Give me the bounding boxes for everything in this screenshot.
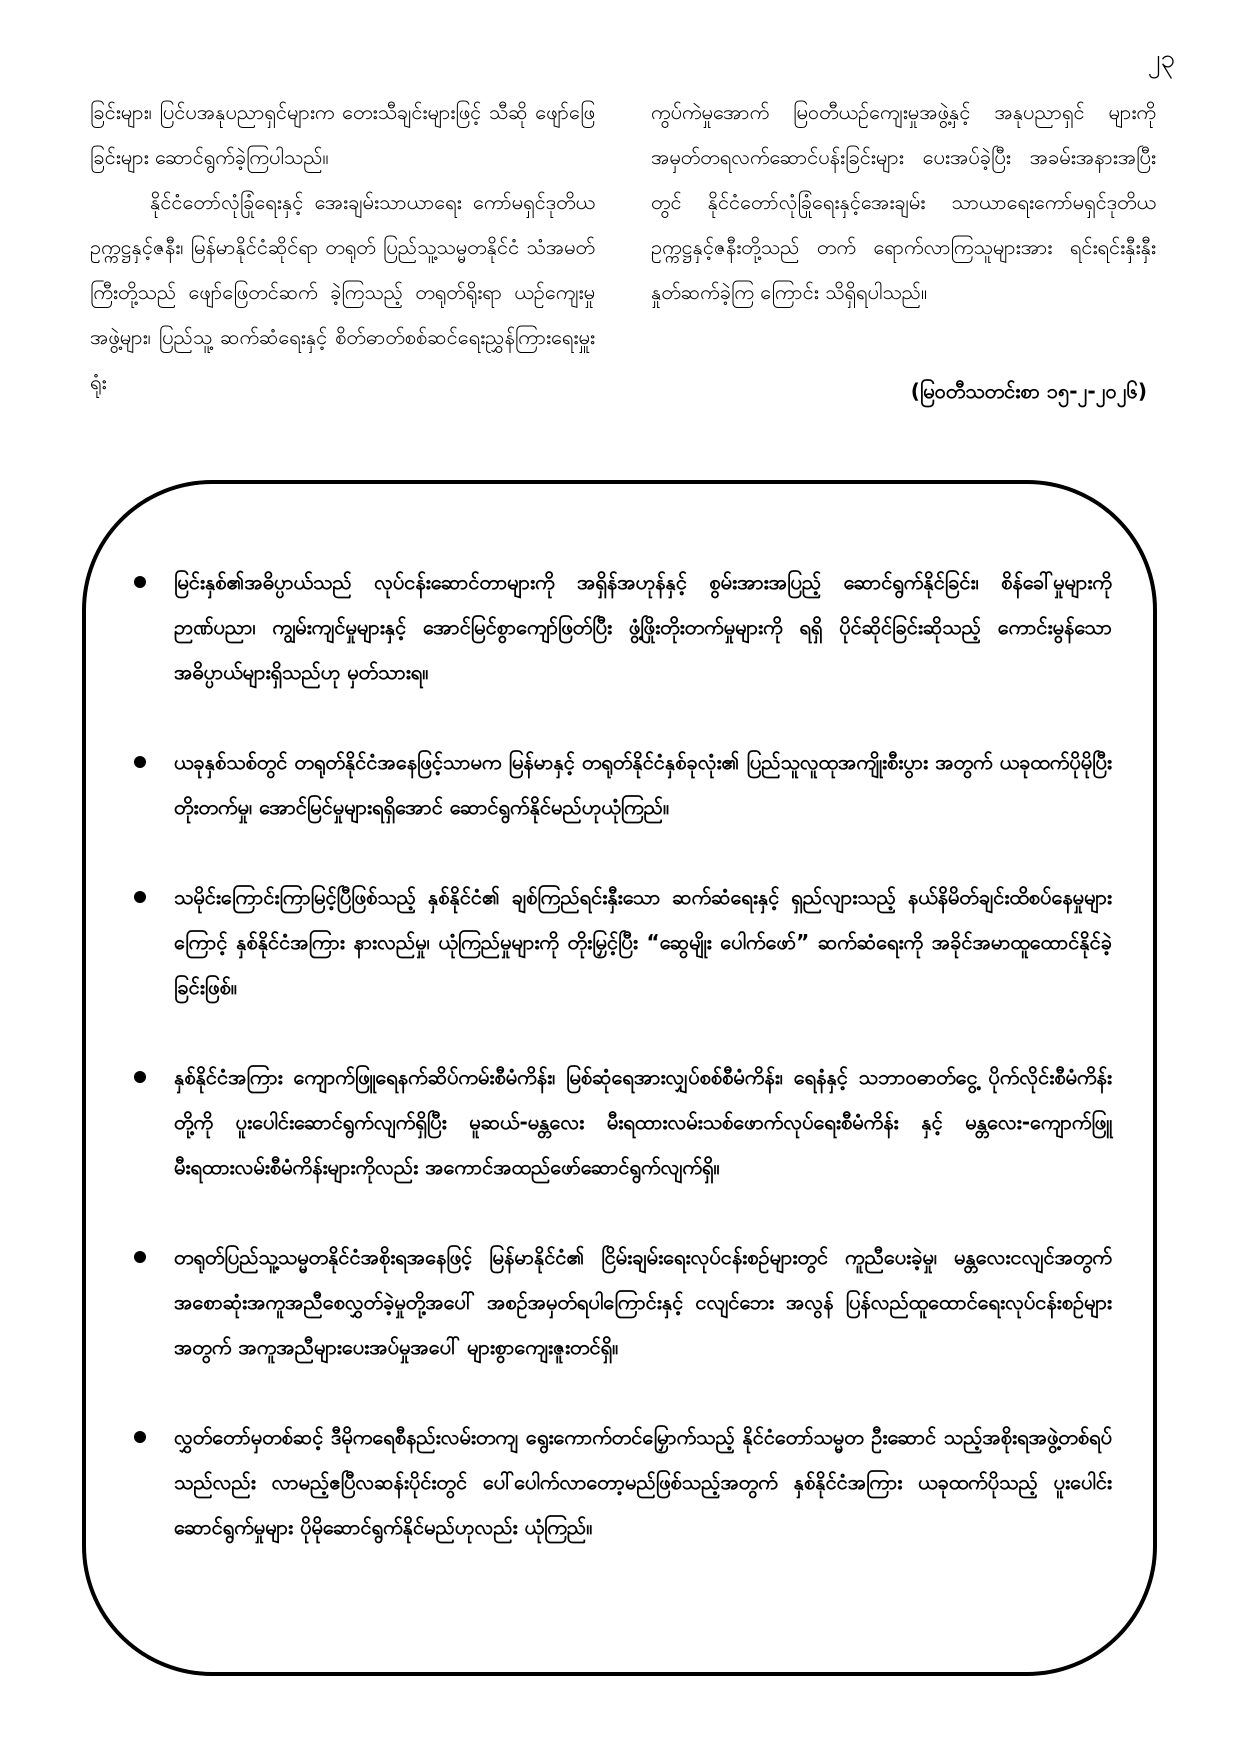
highlight-item [134,875,1112,1055]
highlight-text: နှစ်နိုင်ငံအကြား ကျောက်ဖြူရေနက်ဆိပ်ကမ်းစီမံကိန်း၊ မြစ်ဆုံရေအားလျှပ်စစ်စီမံကိန်း၊ ရေနံနှင့် သဘာဝဓာတ်ငွေ့ ပိုက်လိုင်းစီမံကိန်းတို့ကို ပူးပေါင်းဆောင်ရွက်လျက်ရှိပြီး မူဆယ်-မန္တလေး မီးရထားလမ်းသစ်ဖောက်လုပ်ရေးစီမံကိန်း နှင့် မန္တလေး-ကျောက်ဖြူမီးရထားလမ်းစီမံကိန်းများကိုလည်း အကောင်အထည်ဖော်ဆောင်ရွက်လျက်ရှိ။ [174,1065,1112,1179]
article-paragraph: ကွပ်ကဲမှုအောက် မြဝတီယဉ်ကျေးမှုအဖွဲ့နှင့် အနုပညာရှင် များကို အမှတ်တရလက်ဆောင်ပန်းခြင်းများ ပေးအပ်ခဲ့ပြီး အခမ်းအနားအပြီးတွင် နိုင်ငံတော်လုံခြုံရေးနှင့်အေးချမ်း သာယာရေးကော်မရှင်ဒုတိယဥက္ကဋ္ဌနှင့်ဇနီးတို့သည် တက် ရောက်လာကြသူများအား ရင်းရင်းနှီးနှီးနှုတ်ဆက်ခဲ့ကြ ကြောင်း သိရှိရပါသည်။ [651,100,1156,304]
bullet-icon [134,1251,146,1263]
article-paragraph: နိုင်ငံတော်လုံခြုံရေးနှင့် အေးချမ်းသာယာရေး ကော်မရှင်ဒုတိယဥက္ကဋ္ဌနှင့်ဇနီး၊ မြန်မာနိုင်ငံဆိုင်ရာ တရုတ် ပြည်သူ့သမ္မတနိုင်ငံ သံအမတ်ကြီးတို့သည် ဖျော်ဖြေတင်ဆက် ခဲ့ကြသည့် တရုတ်ရိုးရာ ယဉ်ကျေးမှုအဖွဲ့များ၊ ပြည်သူ့ ဆက်ဆံရေးနှင့် စိတ်ဓာတ်စစ်ဆင်ရေးညွှန်ကြားရေးမှူးရုံး [90,190,595,394]
highlight-text: သမိုင်းကြောင်းကြာမြင့်ပြီဖြစ်သည့် နှစ်နိုင်ငံ၏ ချစ်ကြည်ရင်းနှီးသော ဆက်ဆံရေးနှင့် ရှည်လျားသည့် နယ်နိမိတ်ချင်းထိစပ်နေမှုများကြောင့် နှစ်နိုင်ငံအကြား နားလည်မှု၊ ယုံကြည်မှုများကို တိုးမြှင့်ပြီး “ဆွေမျိုး ပေါက်ဖော်” ဆက်ဆံရေးကို အခိုင်အမာထူထောင်နိုင်ခဲ့ခြင်းဖြစ်။ [174,885,1112,999]
article-right-column [651,90,1156,315]
highlight-text: ယခုနှစ်သစ်တွင် တရုတ်နိုင်ငံအနေဖြင့်သာမက မြန်မာနှင့် တရုတ်နိုင်ငံနှစ်ခုလုံး၏ ပြည်သူလူထုအကျိုးစီးပွား အတွက် ယခုထက်ပိုမိုပြီးတိုးတက်မှု၊ အောင်မြင်မှုများရရှိအောင် ဆောင်ရွက်နိုင်မည်ဟုယုံကြည်။ [174,750,1112,819]
article-source: (မြဝတီသတင်းစာ ၁၅-၂-၂၀၂၆) [910,379,1147,403]
highlight-item [134,1235,1112,1415]
bullet-icon [134,756,146,768]
highlight-item [134,1055,1112,1235]
highlight-text: လွှတ်တော်မှတစ်ဆင့် ဒီမိုကရေစီနည်းလမ်းတကျ ရွေးကောက်တင်မြှောက်သည့် နိုင်ငံတော်သမ္မတ ဦးဆောင် သည့်အစိုးရအဖွဲ့တစ်ရပ်သည်လည်း လာမည့်ဧပြီလဆန်းပိုင်းတွင် ပေါ်ပေါက်လာတော့မည်ဖြစ်သည့်အတွက် နှစ်နိုင်ငံအကြား ယခုထက်ပိုသည့် ပူးပေါင်းဆောင်ရွက်မှုများ ပိုမိုဆောင်ရွက်နိုင်မည်ဟုလည်း ယုံကြည်။ [174,1425,1112,1539]
highlight-item [134,1415,1112,1595]
bullet-icon [134,1071,146,1083]
bullet-icon [134,891,146,903]
article-left-column [90,90,595,405]
highlight-item [134,560,1112,740]
highlight-text: တရုတ်ပြည်သူ့သမ္မတနိုင်ငံအစိုးရအနေဖြင့် မြန်မာနိုင်ငံ၏ ငြိမ်းချမ်းရေးလုပ်ငန်းစဉ်များတွင် ကူညီပေးခဲ့မှု၊ မန္တလေးငလျင်အတွက် အစောဆုံးအကူအညီစေလွှတ်ခဲ့မှုတို့အပေါ် အစဉ်အမှတ်ရပါကြောင်းနှင့် ငလျင်ဘေး အလွန် ပြန်လည်ထူထောင်ရေးလုပ်ငန်းစဉ်များအတွက် အကူအညီများပေးအပ်မှုအပေါ် များစွာကျေးဇူးတင်ရှိ။ [174,1245,1112,1359]
page-number: ၂၃ [1147,44,1175,74]
bullet-icon [134,576,146,588]
article-paragraph: ခြင်းများ၊ ပြင်ပအနုပညာရှင်များက တေးသီချင်းများဖြင့် သီဆို ဖျော်ဖြေခြင်းများ ဆောင်ရွက်ခဲ့ကြပါသည်။ [90,100,595,169]
highlight-item [134,740,1112,875]
bullet-icon [134,1431,146,1443]
highlights-list [134,560,1112,1595]
highlight-text: မြင်းနှစ်၏အဓိပ္ပာယ်သည် လုပ်ငန်းဆောင်တာများကို အရှိန်အဟုန်နှင့် စွမ်းအားအပြည့် ဆောင်ရွက်နိုင်ခြင်း၊ စိန်ခေါ်မှုများကို ဉာဏ်ပညာ၊ ကျွမ်းကျင်မှုများနှင့် အောင်မြင်စွာကျော်ဖြတ်ပြီး ဖွံ့ဖြိုးတိုးတက်မှုများကို ရရှိ ပိုင်ဆိုင်ခြင်းဆိုသည့် ကောင်းမွန်သောအဓိပ္ပာယ်များရှိသည်ဟု မှတ်သားရ။ [174,570,1112,684]
